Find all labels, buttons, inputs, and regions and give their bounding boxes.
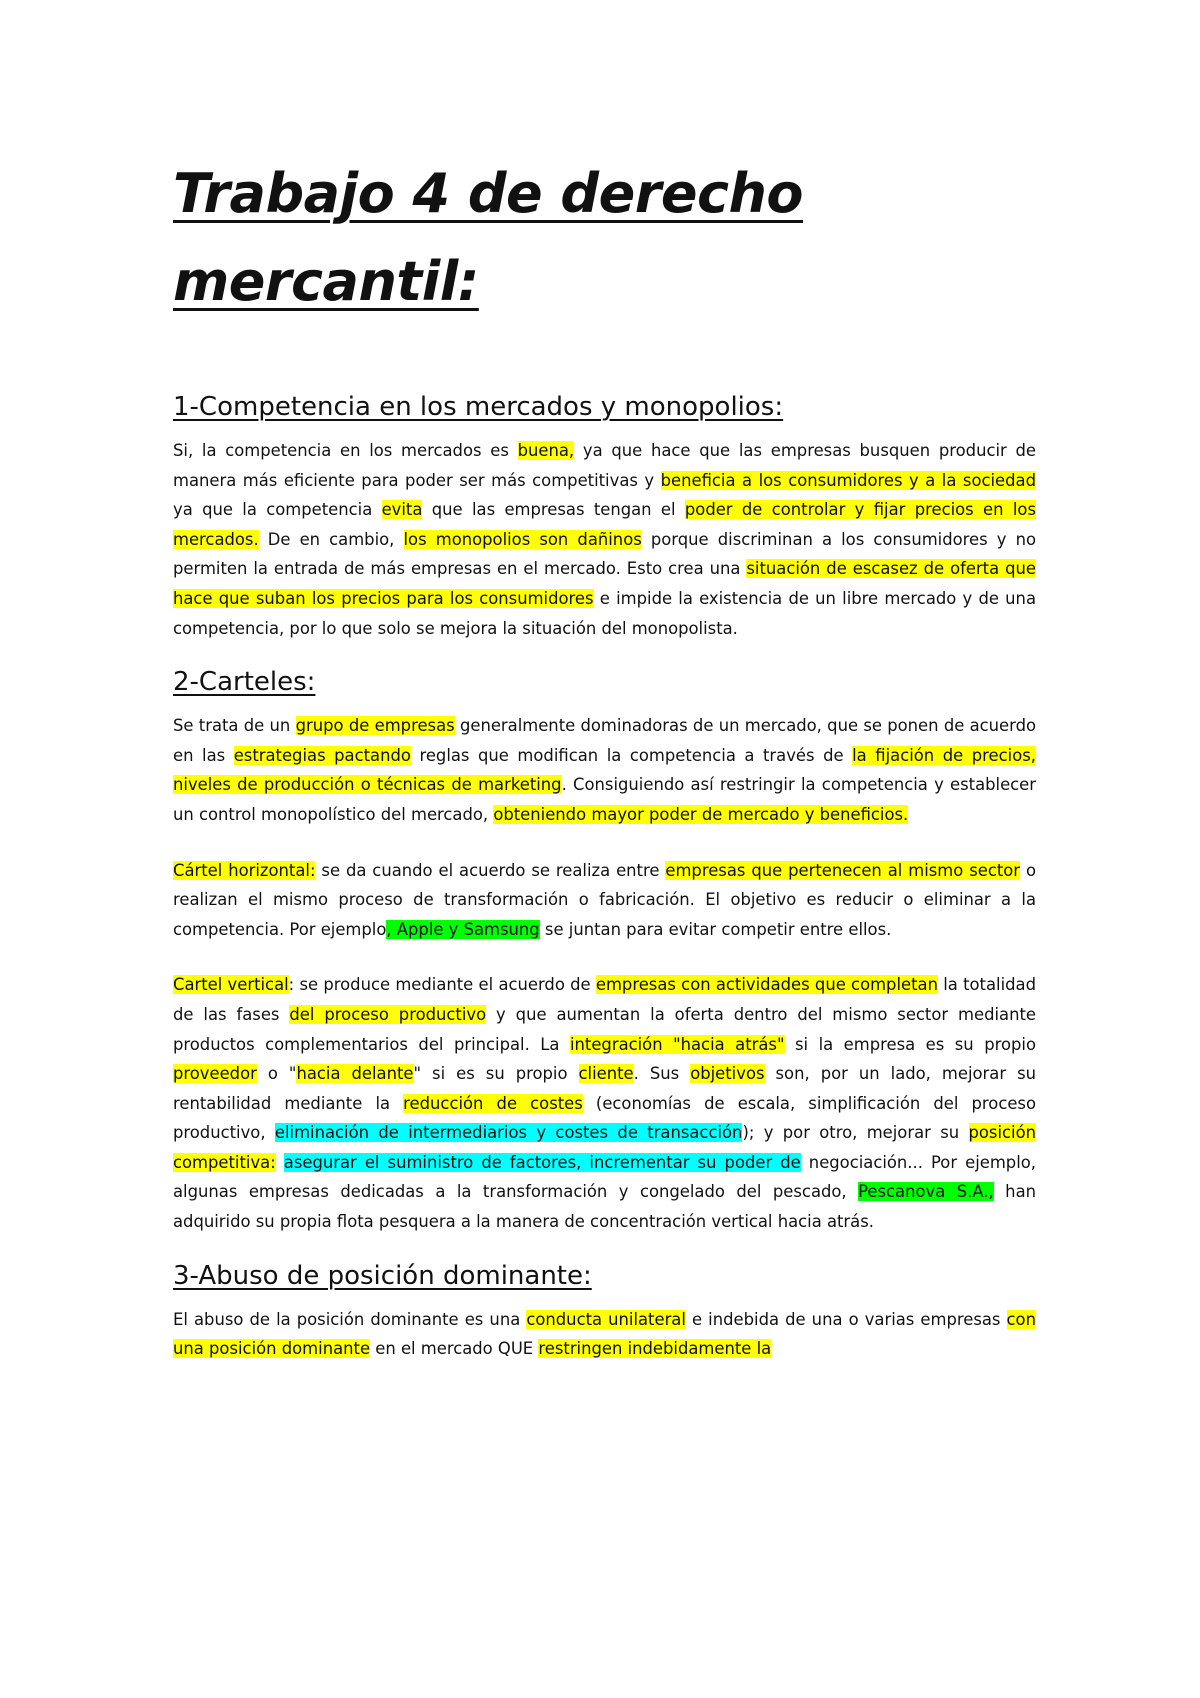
highlighted-text: posición competitiva: [173,1123,1037,1172]
paragraph-text: " si es su propio [413,1064,579,1084]
section-carteles [173,665,1036,1237]
paragraph-text: ya que hace que las empresas busquen producir de manera más eficiente para poder ser más competitivas y [173,441,1036,490]
paragraph-text: negociación... Por ejemplo, algunas empresas dedicadas a la transformación y congelado del pescado, [173,1152,1036,1202]
paragraph-text: en el mercado QUE [370,1339,539,1359]
paragraph-text: De en cambio, [258,529,404,549]
document-title-line-2: mercantil: [173,250,479,313]
highlighted-text: estrategias pactando [233,745,411,765]
paragraph-text: Si, la competencia en los mercados es [173,441,518,460]
highlighted-text: obteniendo mayor poder de mercado y beneficios. [493,804,909,824]
section-heading: 2-Carteles: [173,667,316,698]
highlighted-text: reducción de costes [403,1093,583,1113]
paragraph-text: (economías de escala, simplificación del proceso productivo, [173,1093,1037,1143]
paragraph-text: son, por un lado, mejorar su rentabilidad mediante la [173,1064,1036,1113]
section-heading: 1-Competencia en los mercados y monopolios: [173,392,784,422]
highlighted-text: evita [381,500,423,520]
highlighted-text: hacia delante [296,1064,414,1084]
document-page [173,150,1036,1380]
highlighted-text: grupo de empresas [295,716,455,736]
paragraph [173,1305,1036,1364]
paragraph-text: . Consiguiendo así restringir la competencia y establecer un control monopolístico del mercado, [173,775,1036,824]
highlighted-text: asegurar el suministro de factores, incrementar su poder de [283,1152,801,1172]
paragraph-text: El abuso de la posición dominante es una [173,1309,527,1329]
paragraph-text: han adquirido su propia flota pesquera a la manera de concentración vertical hacia atrás. [173,1182,1037,1232]
paragraph-text: se juntan para evitar competir entre ellos. [539,919,892,939]
paragraph [173,856,1036,945]
highlighted-text: los monopolios son dañinos [403,529,642,549]
paragraph [173,711,1036,829]
section-abuso-posicion-dominante [173,1259,1036,1364]
paragraph-text: e indebida de una o varias empresas [685,1309,1007,1329]
document-title-line-1: Trabajo 4 de derecho [173,162,804,225]
paragraph-text: . Sus [633,1064,691,1084]
paragraph-text: y que aumentan la oferta dentro del mismo sector mediante productos complementarios del principal. La [173,1004,1037,1054]
highlighted-text: del proceso productivo [289,1004,487,1024]
paragraph-text: e impide la existencia de un libre mercado y de una competencia, por lo que solo se mejora la situación del monopolista. [173,588,1036,638]
paragraph-text: la totalidad de las fases [173,975,1036,1024]
highlighted-text: Pescanova S.A., [858,1182,994,1202]
paragraph-text: Se trata de un [173,716,296,736]
highlighted-text: beneficia a los consumidores y a la sociedad [660,470,1036,490]
paragraph [173,436,1036,643]
paragraph-text: : se produce mediante el acuerdo de [288,975,596,995]
highlighted-text: empresas con actividades que completan [595,975,938,995]
paragraph-text: reglas que modifican la competencia a través de [410,745,853,765]
section-heading: 3-Abuso de posición dominante: [173,1260,592,1291]
highlighted-text: buena, [517,441,575,460]
highlighted-text: poder de controlar y fijar precios en los mercados. [173,500,1036,549]
paragraph-text: o realizan el mismo proceso de transformación o fabricación. El objetivo es reducir o eliminar a la competencia. Por ejemplo [173,860,1036,939]
highlighted-text: objetivos [690,1064,765,1084]
highlighted-text: empresas que pertenecen al mismo sector [665,860,1021,880]
paragraph-text: que las empresas tengan el [422,500,685,520]
highlighted-text: Cártel horizontal: [173,860,316,880]
highlighted-text: cliente [578,1064,634,1084]
paragraph-text: porque discriminan a los consumidores y no permiten la entrada de más empresas en el mercado. Esto crea una [173,529,1036,579]
highlighted-text: restringen indebidamente la [538,1339,772,1359]
paragraph-text: o " [256,1064,297,1084]
section-competencia [173,390,1036,643]
highlighted-text: conducta unilateral [526,1309,686,1329]
highlighted-text: eliminación de intermediarios y costes de transacción [274,1123,743,1143]
highlighted-text: situación de escasez de oferta que hace que suban los precios para los consumidores [173,559,1036,608]
highlighted-text: Cartel vertical [173,975,289,995]
highlighted-text: integración "hacia atrás" [569,1034,785,1054]
highlighted-text: la fijación de precios, niveles de producción o técnicas de marketing [173,745,1036,795]
paragraph-text: ); y por otro, mejorar su [742,1123,969,1143]
paragraph [173,970,1036,1236]
paragraph-text [276,1153,284,1172]
highlighted-text: con una posición dominante [173,1309,1036,1359]
highlighted-text: , Apple y Samsung [386,919,540,939]
paragraph-text: si la empresa es su propio [784,1034,1036,1054]
paragraph-text: se da cuando el acuerdo se realiza entre [315,860,666,880]
highlighted-text: proveedor [173,1064,257,1084]
document-title [173,150,1036,326]
paragraph-text: generalmente dominadoras de un mercado, que se ponen de acuerdo en las [173,716,1037,765]
paragraph-text: ya que la competencia [173,500,382,520]
